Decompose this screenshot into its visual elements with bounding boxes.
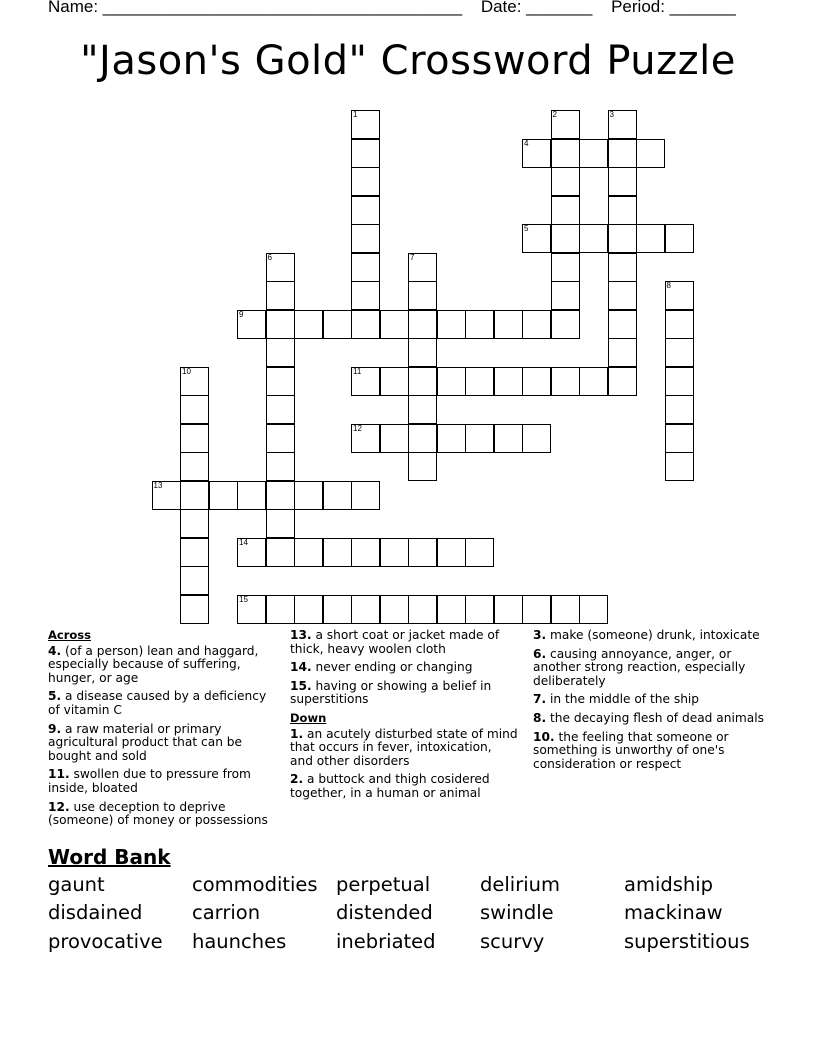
grid-cell[interactable] [323,595,352,624]
clue-down-10: 10. the feeling that someone or something is unworthy of one's consideration or respect [533,729,729,771]
page-title: "Jason's Gold" Crossword Puzzle [80,38,736,84]
grid-cell[interactable] [408,538,437,567]
grid-cell[interactable] [266,481,295,510]
grid-cell[interactable] [380,310,409,339]
grid-cell[interactable] [266,281,295,310]
clue-number: 4 [524,138,529,148]
grid-cell[interactable] [465,367,494,396]
grid-cell[interactable] [408,281,437,310]
grid-cell[interactable] [323,538,352,567]
grid-cell[interactable] [237,481,266,510]
grid-cell[interactable] [180,367,209,396]
word-bank-word: mackinaw [624,901,723,924]
clue-down-8: 8. the decaying flesh of dead animals [533,710,764,725]
grid-cell[interactable] [665,367,694,396]
grid-cell[interactable] [266,253,295,282]
grid-cell[interactable] [294,481,323,510]
clue-down-2: 2. a buttock and thigh cosidered together, in a human or animal [290,772,490,800]
grid-cell[interactable] [665,424,694,453]
clues-column-3 [533,629,765,776]
grid-cell[interactable] [551,139,580,168]
grid-cell[interactable] [351,595,380,624]
clue-down-1: 1. an acutely disturbed state of mind that occurs in fever, intoxication, and other disorders [290,726,518,768]
grid-cell[interactable] [408,395,437,424]
grid-cell[interactable] [551,595,580,624]
grid-cell[interactable] [152,481,181,510]
word-bank-word: commodities [192,873,318,896]
clue-across-15: 15. having or showing a belief in superstitions [290,678,492,707]
clue-number: 9 [239,309,244,319]
grid-cell[interactable] [551,167,580,196]
grid-cell[interactable] [494,310,523,339]
grid-cell[interactable] [551,281,580,310]
grid-cell[interactable] [266,310,295,339]
word-bank-word: haunches [192,930,287,953]
grid-cell[interactable] [351,196,380,225]
grid-cell[interactable] [665,281,694,310]
grid-cell[interactable] [665,224,694,253]
grid-cell[interactable] [551,196,580,225]
word-bank-word: disdained [48,901,143,924]
across-header: Across [48,628,91,642]
grid-cell[interactable] [408,367,437,396]
grid-cell[interactable] [351,310,380,339]
grid-cell[interactable] [494,367,523,396]
grid-cell[interactable] [294,595,323,624]
clue-number: 14 [239,537,248,547]
grid-cell[interactable] [579,224,608,253]
grid-cell[interactable] [522,224,551,253]
grid-cell[interactable] [380,424,409,453]
grid-cell[interactable] [665,338,694,367]
grid-cell[interactable] [608,310,637,339]
clue-number: 6 [267,252,272,262]
grid-cell[interactable] [437,424,466,453]
grid-cell[interactable] [351,110,380,139]
grid-cell[interactable] [608,367,637,396]
grid-cell[interactable] [608,224,637,253]
grid-cell[interactable] [266,338,295,367]
grid-cell[interactable] [494,424,523,453]
grid-cell[interactable] [522,424,551,453]
grid-cell[interactable] [180,424,209,453]
grid-cell[interactable] [608,338,637,367]
grid-cell[interactable] [579,367,608,396]
grid-cell[interactable] [408,595,437,624]
grid-cell[interactable] [351,224,380,253]
clue-down-7: 7. in the middle of the ship [533,692,700,707]
grid-cell[interactable] [351,538,380,567]
name-field[interactable]: Name: ______________________________________ [48,0,463,16]
clue-number: 1 [353,110,358,119]
grid-cell[interactable] [351,167,380,196]
clues-column-2 [290,629,518,806]
word-bank-word: inebriated [336,930,436,953]
grid-cell[interactable] [522,595,551,624]
grid-cell[interactable] [380,538,409,567]
grid-cell[interactable] [636,224,665,253]
grid-cell[interactable] [266,538,295,567]
grid-cell[interactable] [380,367,409,396]
grid-cell[interactable] [636,139,665,168]
grid-cell[interactable] [522,139,551,168]
grid-cell[interactable] [665,452,694,481]
grid-cell[interactable] [351,281,380,310]
down-header: Down [290,710,327,725]
grid-cell[interactable] [408,424,437,453]
grid-cell[interactable] [237,538,266,567]
grid-cell[interactable] [408,338,437,367]
grid-cell[interactable] [551,367,580,396]
clue-number: 8 [666,281,671,290]
grid-cell[interactable] [608,139,637,168]
grid-cell[interactable] [351,367,380,396]
grid-cell[interactable] [665,310,694,339]
word-bank-word: perpetual [336,873,431,896]
grid-cell[interactable] [437,367,466,396]
grid-cell[interactable] [266,509,295,538]
grid-cell[interactable] [237,595,266,624]
grid-cell[interactable] [351,253,380,282]
grid-cell[interactable] [294,538,323,567]
word-bank-word: provocative [48,930,163,953]
grid-cell[interactable] [380,595,409,624]
grid-cell[interactable] [266,452,295,481]
clue-across-13: 13. a short coat or jacket made of thick, heavy woolen cloth [290,628,500,656]
grid-cell[interactable] [494,595,523,624]
grid-cell[interactable] [294,310,323,339]
grid-cell[interactable] [266,395,295,424]
grid-cell[interactable] [323,310,352,339]
clue-down-3: 3. make (someone) drunk, intoxicate [533,628,760,642]
date-field[interactable]: Date: _______ [480,0,593,16]
grid-cell[interactable] [465,310,494,339]
grid-cell[interactable] [608,167,637,196]
grid-cell[interactable] [437,538,466,567]
word-bank-word: scurvy [480,930,545,953]
grid-cell[interactable] [551,224,580,253]
word-bank-word: carrion [192,901,261,924]
grid-cell[interactable] [408,253,437,282]
grid-cell[interactable] [180,509,209,538]
grid-cell[interactable] [579,595,608,624]
grid-cell[interactable] [323,481,352,510]
grid-cell[interactable] [522,310,551,339]
grid-cell[interactable] [465,424,494,453]
grid-cell[interactable] [551,310,580,339]
grid-cell[interactable] [408,310,437,339]
word-bank-word: amidship [624,873,714,896]
word-bank-word: delirium [480,873,560,896]
clue-number: 5 [524,224,529,233]
grid-cell[interactable] [266,367,295,396]
period-field[interactable]: Period: _______ [611,0,736,16]
grid-cell[interactable] [522,367,551,396]
word-bank-word: distended [336,901,433,924]
word-bank-word: swindle [480,901,554,924]
grid-cell[interactable] [465,538,494,567]
clue-number: 11 [353,366,362,376]
clue-across-9: 9. a raw material or primary agricultural product that can be bought and sold [48,721,243,763]
grid-cell[interactable] [266,424,295,453]
grid-cell[interactable] [608,110,637,139]
grid-cell[interactable] [465,595,494,624]
clue-number: 3 [609,110,614,119]
grid-cell[interactable] [180,538,209,567]
grid-cell[interactable] [608,196,637,225]
clue-across-4: 4. (of a person) lean and haggard, especially because of suffering, hunger, or age [48,643,259,685]
grid-cell[interactable] [266,595,295,624]
grid-cell[interactable] [608,253,637,282]
grid-cell[interactable] [437,310,466,339]
grid-cell[interactable] [351,424,380,453]
clue-across-11: 11. swollen due to pressure from inside, bloated [48,767,251,795]
grid-cell[interactable] [237,310,266,339]
grid-cell[interactable] [180,395,209,424]
word-bank-word: superstitious [624,930,750,953]
grid-cell[interactable] [579,139,608,168]
grid-cell[interactable] [351,139,380,168]
clue-number: 12 [353,423,362,433]
grid-cell[interactable] [180,566,209,595]
grid-cell[interactable] [180,481,209,510]
clue-number: 10 [182,366,191,376]
clue-across-14: 14. never ending or changing [290,660,473,675]
clue-across-12: 12. use deception to deprive (someone) of money or possessions [48,799,268,828]
grid-cell[interactable] [408,452,437,481]
grid-cell[interactable] [180,595,209,624]
grid-cell[interactable] [551,253,580,282]
clue-number: 15 [239,594,248,604]
grid-cell[interactable] [209,481,238,510]
clue-across-5: 5. a disease caused by a deficiency of vitamin C [48,689,267,717]
grid-cell[interactable] [608,281,637,310]
grid-cell[interactable] [665,395,694,424]
word-bank-title: Word Bank [48,845,171,869]
clue-number: 13 [153,480,163,490]
word-bank-word: gaunt [48,873,105,896]
grid-cell[interactable] [437,595,466,624]
clue-number: 2 [552,110,557,119]
grid-cell[interactable] [180,452,209,481]
grid-cell[interactable] [551,110,580,139]
clue-down-6: 6. causing annoyance, anger, or another strong reaction, especially deliberately [533,646,746,688]
clues-column-1 [48,629,276,833]
grid-cell[interactable] [351,481,380,510]
clue-number: 7 [410,252,415,262]
